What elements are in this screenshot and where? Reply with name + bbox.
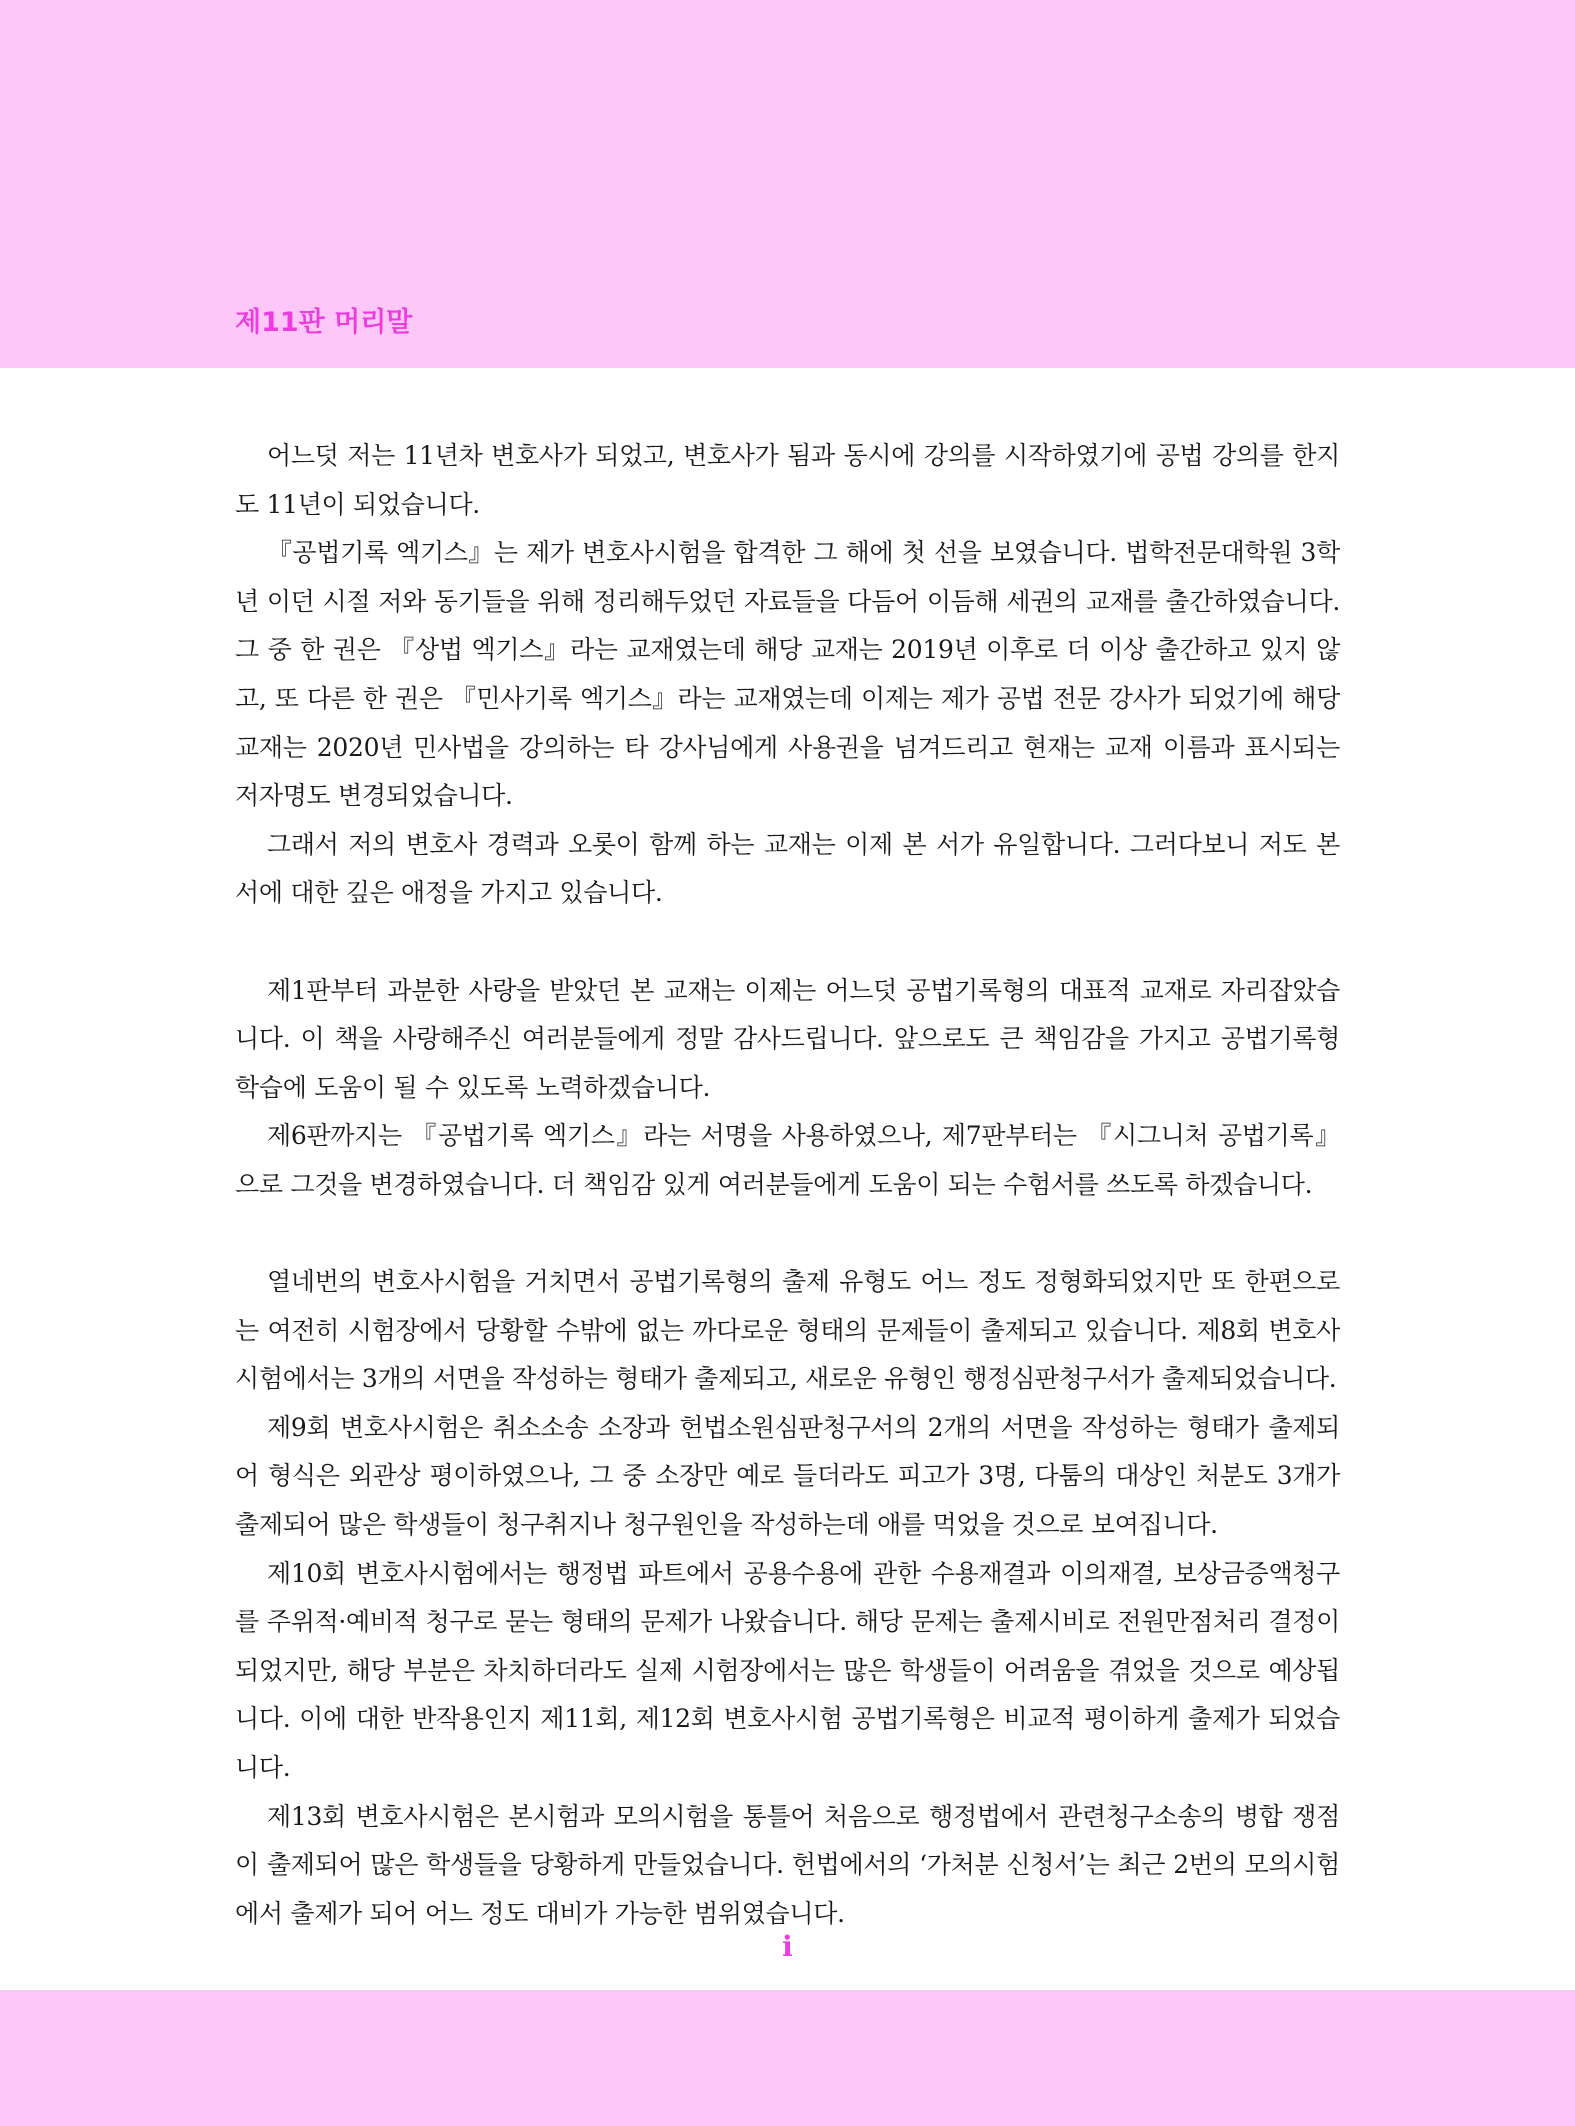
paragraph-spacer <box>235 1210 1340 1259</box>
page-number: i <box>782 1930 793 1963</box>
footer-band <box>0 1990 1575 2126</box>
paragraph-3: 그래서 저의 변호사 경력과 오롯이 함께 하는 교재는 이제 본 서가 유일합니다. 그러다보니 저도 본 서에 대한 깊은 애정을 가지고 있습니다. <box>235 829 1340 908</box>
paragraph-8: 제10회 변호사시험에서는 행정법 파트에서 공용수용에 관한 수용재결과 이의재결, 보상금증액청구를 주위적·예비적 청구로 묻는 형태의 문제가 나왔습니다. 해당 문제는 출제시비로 전원만점처리 결정이 되었지만, 해당 부분은 차치하더라도 실제 시험장에서는 많은 학생들이 어려움을 겪었을 것으로 예상됩니다. 이에 대한 반작용인지 제11회, 제12회 변호사시험 공법기록형은 비교적 평이하게 출제가 되었습니다. <box>235 1558 1340 1783</box>
preface-body <box>235 432 1340 1938</box>
paragraph-6: 열네번의 변호사시험을 거치면서 공법기록형의 출제 유형도 어느 정도 정형화되었지만 또 한편으로는 여전히 시험장에서 당황할 수밖에 없는 까다로운 형태의 문제들이 출제되고 있습니다. 제8회 변호사시험에서는 3개의 서면을 작성하는 형태가 출제되고, 새로운 유형인 행정심판청구서가 출제되었습니다. <box>235 1267 1340 1394</box>
paragraph-spacer <box>235 918 1340 967</box>
paragraph-5: 제6판까지는 『공법기록 엑기스』라는 서명을 사용하였으나, 제7판부터는 『시그니처 공법기록』으로 그것을 변경하였습니다. 더 책임감 있게 여러분들에게 도움이 되는 수험서를 쓰도록 하겠습니다. <box>235 1121 1340 1199</box>
paragraph-1: 어느덧 저는 11년차 변호사가 되었고, 변호사가 됨과 동시에 강의를 시작하였기에 공법 강의를 한지도 11년이 되었습니다. <box>235 441 1340 519</box>
paragraph-9: 제13회 변호사시험은 본시험과 모의시험을 통틀어 처음으로 행정법에서 관련청구소송의 병합 쟁점이 출제되어 많은 학생들을 당황하게 만들었습니다. 헌법에서의 ‘가처분 신청서’는 최근 2번의 모의시험에서 출제가 되어 어느 정도 대비가 가능한 범위였습니다. <box>235 1801 1340 1928</box>
paragraph-2: 『공법기록 엑기스』는 제가 변호사시험을 합격한 그 해에 첫 선을 보였습니다. 법학전문대학원 3학년 이던 시절 저와 동기들을 위해 정리해두었던 자료들을 다듬어 이듬해 세권의 교재를 출간하였습니다. 그 중 한 권은 『상법 엑기스』라는 교재였는데 해당 교재는 2019년 이후로 더 이상 출간하고 있지 않고, 또 다른 한 권은 『민사기록 엑기스』라는 교재였는데 이제는 제가 공법 전문 강사가 되었기에 해당 교재는 2020년 민사법을 강의하는 타 강사님에게 사용권을 넘겨드리고 현재는 교재 이름과 표시되는 저자명도 변경되었습니다. <box>235 538 1340 811</box>
page-title: 제11판 머리말 <box>235 307 413 338</box>
paragraph-7: 제9회 변호사시험은 취소소송 소장과 헌법소원심판청구서의 2개의 서면을 작성하는 형태가 출제되어 형식은 외관상 평이하였으나, 그 중 소장만 예로 들더라도 피고가 3명, 다툼의 대상인 처분도 3개가 출제되어 많은 학생들이 청구취지나 청구원인을 작성하는데 애를 먹었을 것으로 보여집니다. <box>235 1412 1340 1540</box>
paragraph-4: 제1판부터 과분한 사랑을 받았던 본 교재는 이제는 어느덧 공법기록형의 대표적 교재로 자리잡았습니다. 이 책을 사랑해주신 여러분들에게 정말 감사드립니다. 앞으로도 큰 책임감을 가지고 공법기록형 학습에 도움이 될 수 있도록 노력하겠습니다. <box>235 975 1340 1102</box>
